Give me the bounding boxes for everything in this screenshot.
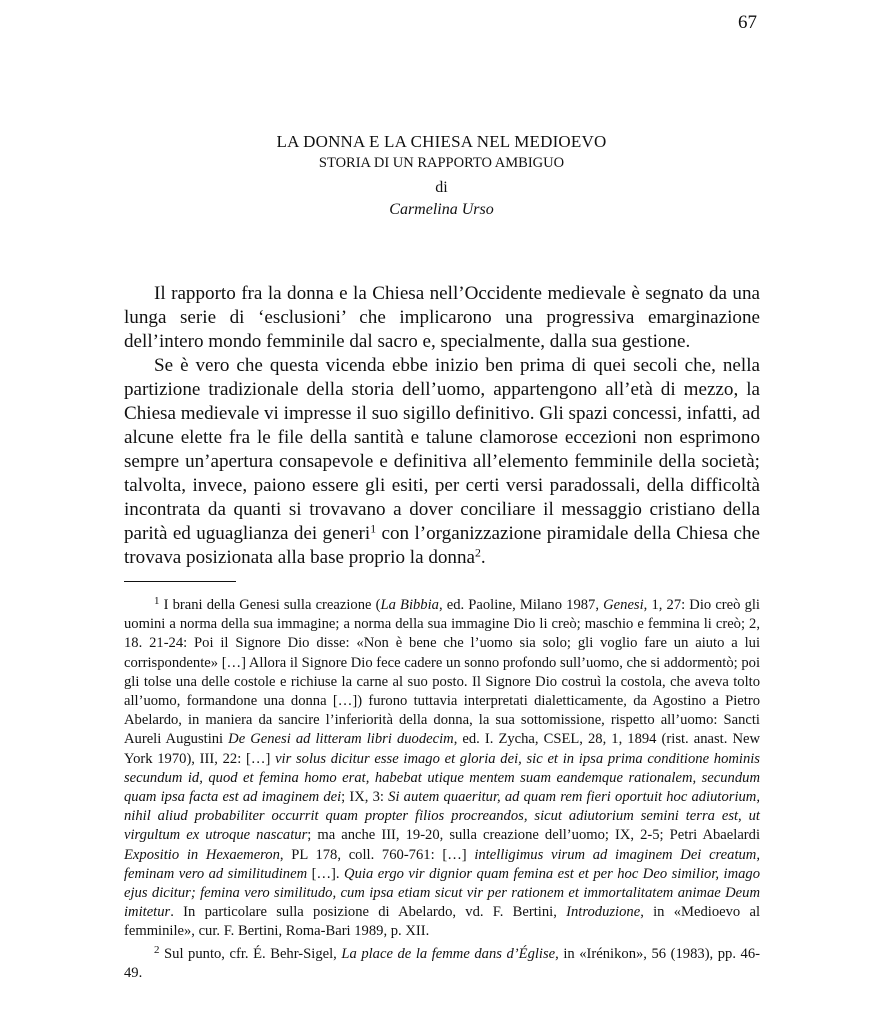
footnote-1-text: , PL 178, coll. 760-761: […] [279, 846, 475, 863]
footnote-1-italic: Expositio in Hexaemeron [124, 846, 280, 863]
author-name: Carmelina Urso [389, 201, 494, 218]
footnote-1-text: […]. [307, 865, 345, 882]
footnote-2 [124, 945, 760, 983]
footnote-ref-2: 2 [475, 545, 481, 560]
footnote-1-text: ; IX, 3: [341, 789, 389, 806]
paragraph-1: Il rapporto fra la donna e la Chiesa nell’Occidente medievale è segnato da una lunga serie di ‘esclusioni’ che implicarono una progressiva emarginazione dell’intero mondo femminile dal sacro e, specialmente, dalla sua gestione. [124, 283, 760, 352]
paragraph-2-text-b: con l’organizzazione piramidale della Chiesa che trovava posizionata alla base proprio la donna [124, 523, 760, 568]
footnote-2-italic: La place de la femme dans d’Église [341, 945, 556, 962]
footnote-1-italic: vir solus dicitur esse imago et gloria dei, sic et in ipsa prima conditione hominis secundum id, quod et femina homo erat, habebat utique mentem suam eandemque rationalem, secundum quam ipsa facta est ad imaginem dei [124, 750, 760, 806]
byline-preposition: di [435, 179, 448, 196]
footnote-1-italic: Genesi [603, 597, 644, 613]
footnote-1-italic: Si autem quaeritur, ad quam rem fieri oportuit hoc adiutorium, nihil aliud probabiliter occurrit quam propter filios procreandos, sicut adiutorium semini terra est, ut virgultum ex utroque nascatur [124, 789, 760, 844]
footnote-1-text: ; ma anche III, 19-20, sulla creazione dell’uomo; IX, 2-5; Petri Abaelardi [307, 827, 761, 844]
article-heading [0, 131, 883, 221]
footnote-1-italic: Introduzione [566, 904, 641, 921]
footnote-1-text: , ed. Paoline, Milano 1987, [438, 597, 604, 613]
footnote-2-text: , in «Irénikon», 56 (1983), pp. 46-49. [124, 945, 761, 981]
paragraph-2-text-a: Se è vero che questa vicenda ebbe inizio ben prima di quei secoli che, nella partizione tradizionale della storia dell’uomo, appartengono all’età di mezzo, la Chiesa medievale vi impresse il suo sigillo definitivo. Gli spazi concessi, infatti, ad alcune elette fra le file della santità e talune clamorose eccezioni non esprimono sempre un’apertura consapevole e definitiva all’elemento femminile della società; talvolta, invece, paiono essere gli esiti, per certi versi paradossali, della difficoltà incontrata da quanti si trovavano a dover conciliare il messaggio cristiano della parità ed uguaglianza dei generi [124, 355, 760, 544]
footnote-separator [124, 581, 236, 582]
article-title: LA DONNA E LA CHIESA NEL MEDIOEVO [276, 132, 607, 151]
footnote-1-text: , 1, 27: Dio creò gli uomini a norma della sua immagine; a norma della sua immagine Dio li creò; maschio e femmina li creò; 2, 18. 21-24: Poi il Signore Dio disse: «Non è bene che l’uomo sia solo; gli voglio fare un aiuto a lui corrispondente» […] Allora il Signore Dio fece cadere un sonno profondo sull’uomo, che si addormentò; poi gli tolse una delle costole e richiuse la carne al suo posto. Il Signore Dio costruì la costola, che aveva tolto all’uomo, formandone una donna […]) furono tuttavia interpretati dialetticamente, da Agostino a Pietro Abelardo, in maniera da sancire l’inferiorità della donna, la sua sottomissione, rispetto all’uomo: Sancti Aureli Augustini [124, 597, 760, 748]
footnote-1-italic: La Bibbia [380, 597, 439, 613]
footnote-ref-1: 1 [370, 521, 377, 536]
footnote-1-text: , ed. I. Zycha, CSEL, 28, 1, 1894 (rist. anast. New York 1970), III, 22: […] [124, 731, 761, 767]
paragraph-2-end: . [480, 547, 486, 568]
footnote-1-text: , in «Medioevo al femminile», cur. F. Bertini, Roma-Bari 1989, p. XII. [124, 904, 761, 940]
footnote-1-mark: 1 [154, 595, 160, 608]
footnote-1-text: . In particolare sulla posizione di Abelardo, vd. F. Bertini, [170, 904, 567, 921]
body-text [124, 282, 760, 570]
footnote-1-italic: Quia ergo vir dignior quam femina est et per hoc Deo similior, imago ejus dicitur; femina vero similitudo, cum ipsa etiam sicut vir per rationem et immortalitatem animae Deum imitetur [124, 865, 760, 921]
footnotes [124, 596, 760, 983]
footnote-1-italic: intelligimus virum ad imaginem Dei creatum, feminam vero ad similitudinem [124, 846, 760, 882]
page-number: 67 [738, 12, 757, 33]
footnote-1-text: I brani della Genesi sulla creazione ( [159, 597, 381, 613]
article-subtitle: STORIA DI UN RAPPORTO AMBIGUO [318, 155, 565, 171]
paragraph-2 [124, 354, 760, 570]
footnote-1-italic: De Genesi ad litteram libri duodecim [228, 731, 454, 748]
footnote-2-mark: 2 [154, 943, 160, 956]
footnote-2-text: Sul punto, cfr. É. Behr-Sigel, [159, 945, 342, 962]
footnote-1 [124, 596, 760, 942]
